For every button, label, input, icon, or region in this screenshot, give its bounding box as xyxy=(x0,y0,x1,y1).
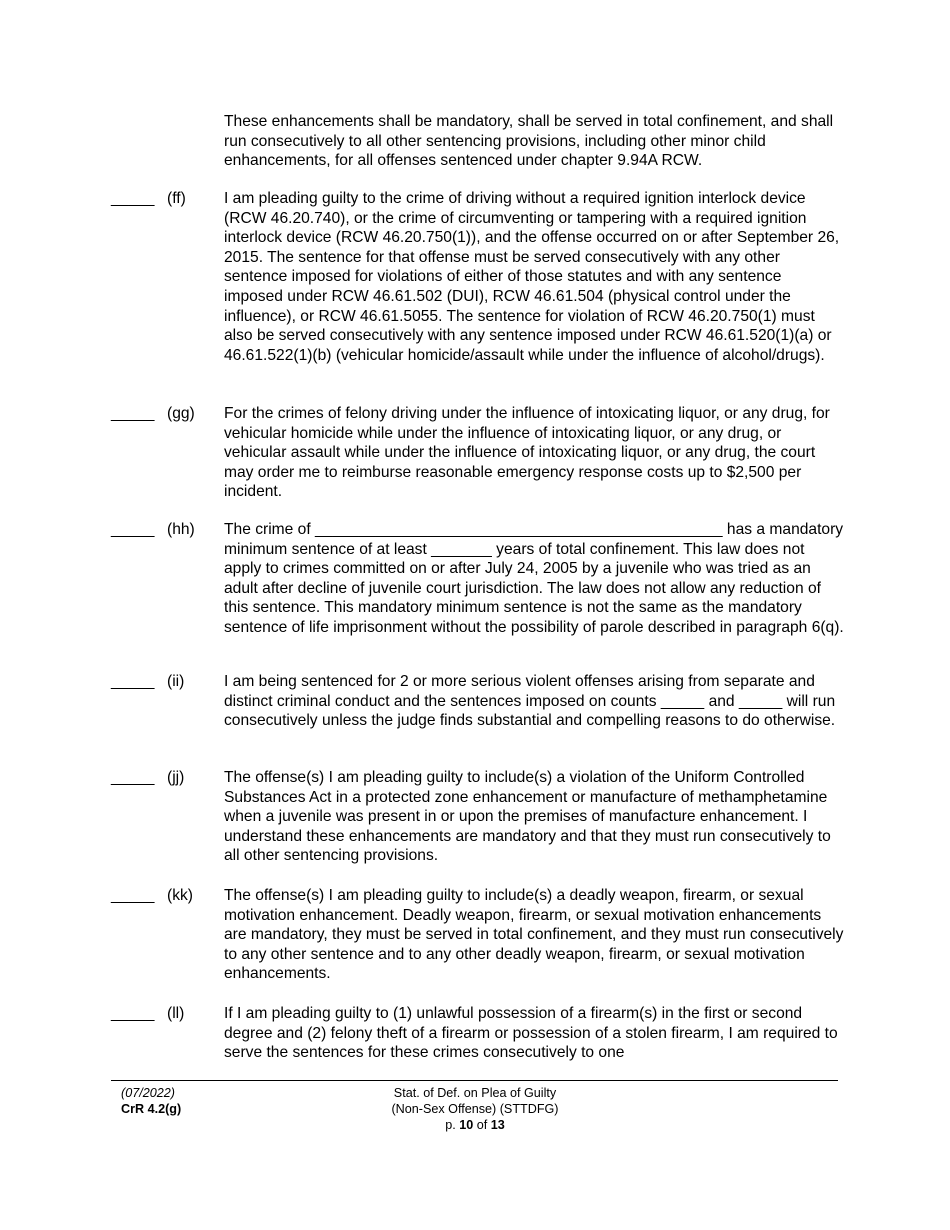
clause-text: I am pleading guilty to the crime of driving without a required ignition interlock device (RCW 46.20.740), or the crime of circumventing or tampering with a required ignition interlock device (RCW 46.20.750(1)), and the offense occurred on or after September 26, 2015. The sentence for that offense must be served consecutively with any other sentence imposed for violations of either of those statutes and with any sentence imposed under RCW 46.61.502 (DUI), RCW 46.61.504 (physical control under the influence), or RCW 46.61.5055. The sentence for violation of RCW 46.20.750(1) must also be served consecutively with any sentence imposed under RCW 46.61.520(1)(a) or 46.61.522(1)(b) (vehicular homicide/assault while under the influence of alcohol/drugs). xyxy=(224,190,840,364)
page-number xyxy=(325,1117,625,1133)
footer-title-line2: (Non-Sex Offense) (STTDFG) xyxy=(391,1102,559,1116)
footer-revision-date: (07/2022) xyxy=(121,1086,175,1100)
clause-label: (ii) xyxy=(167,673,185,690)
clause-text: The crime of _______________________________________________ has a mandatory minimum sentence of at least _______ years of total confinement. This law does not apply to crimes committed on or after July 24, 2005 by a juvenile who was tried as an adult after decline of juvenile court jurisdiction. The law does not allow any reduction of this sentence. This mandatory minimum sentence is not the same as the mandatory sentence of life imprisonment without the possibility of parole described in paragraph 6(q). xyxy=(224,521,844,636)
clause-text: The offense(s) I am pleading guilty to include(s) a deadly weapon, firearm, or sexual motivation enhancement. Deadly weapon, firearm, or sexual motivation enhancements are mandatory, they must be served in total confinement, and they must run consecutively to any other sentence and to any other deadly weapon, firearm, or sexual motivation enhancements. xyxy=(224,887,844,983)
clause-checkbox-blank[interactable]: _____ xyxy=(111,190,155,207)
page-current: 10 xyxy=(459,1118,474,1132)
footer-court-rule: CrR 4.2(g) xyxy=(121,1102,182,1116)
clause-checkbox-blank[interactable]: _____ xyxy=(111,1005,155,1022)
page-prefix: p. xyxy=(445,1118,456,1132)
clause-checkbox-blank[interactable]: _____ xyxy=(111,673,155,690)
footer-divider xyxy=(111,1080,838,1081)
clause-checkbox-blank[interactable]: _____ xyxy=(111,769,155,786)
footer-form-info xyxy=(121,1085,181,1117)
clause-label: (hh) xyxy=(167,521,195,538)
footer-title-line1: Stat. of Def. on Plea of Guilty xyxy=(393,1086,557,1100)
page-of: of xyxy=(476,1118,488,1132)
clause-text: I am being sentenced for 2 or more serious violent offenses arising from separate and distinct criminal conduct and the sentences imposed on counts _____ and _____ will run consecutively unless the judge finds substantial and compelling reasons to do otherwise. xyxy=(224,673,836,730)
clause-label: (gg) xyxy=(167,405,195,422)
clause-text: If I am pleading guilty to (1) unlawful possession of a firearm(s) in the first or second degree and (2) felony theft of a firearm or possession of a stolen firearm, I am required to serve the sentences for these crimes consecutively to one xyxy=(224,1005,838,1062)
clause-label: (ll) xyxy=(167,1005,185,1022)
footer-document-title xyxy=(325,1085,625,1133)
clause-label: (kk) xyxy=(167,887,193,904)
clause-label: (ff) xyxy=(167,190,186,207)
clause-checkbox-blank[interactable]: _____ xyxy=(111,521,155,538)
intro-paragraph: These enhancements shall be mandatory, shall be served in total confinement, and shall run consecutively to all other sentencing provisions, including other minor child enhancements, for all offenses sentenced under chapter 9.94A RCW. xyxy=(224,113,834,170)
clause-checkbox-blank[interactable]: _____ xyxy=(111,887,155,904)
clause-checkbox-blank[interactable]: _____ xyxy=(111,405,155,422)
clause-label: (jj) xyxy=(167,769,185,786)
page-total: 13 xyxy=(490,1118,505,1132)
clause-text: For the crimes of felony driving under the influence of intoxicating liquor, or any drug, for vehicular homicide while under the influence of intoxicating liquor, or any drug, or vehicular assault while under the influence of intoxicating liquor, or any drug, the court may order me to reimburse reasonable emergency response costs up to $2,500 per incident. xyxy=(224,405,830,501)
clause-text: The offense(s) I am pleading guilty to include(s) a violation of the Uniform Controlled Substances Act in a protected zone enhancement or manufacture of methamphetamine when a juvenile was present in or upon the premises of manufacture enhancement. I understand these enhancements are mandatory and that they must run consecutively to all other sentencing provisions. xyxy=(224,769,831,865)
